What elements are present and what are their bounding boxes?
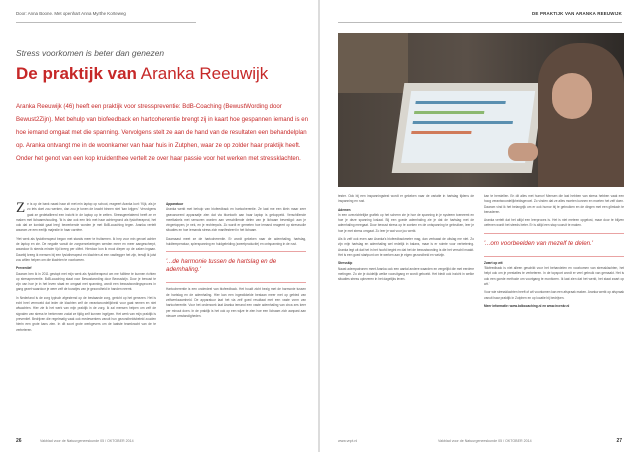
more-info: Meer informatie: www.bdbcoaching.nl en www.ircenkr.nl [484,303,570,308]
column-3 [338,194,474,285]
left-page [0,0,318,452]
column-1 [16,202,156,336]
footer-url: www.vnpt.nl [338,439,358,443]
quote-rule [484,233,624,234]
col4-paragraph: Voor wie stressklachten heeft of wil voorkomen kan een afspraak maken. Aranka werkt op afspraak vanuit haar praktijk in Zutphen en op locatie bij bedrijven. [484,290,624,300]
col2-paragraph: Hartcoherentie is een onderdeel van biofeedback. Het houdt zicht bezig met de harmonie tussen de hartslag en de ademhaling. Hier kan een ingewikkelde bestaan meer met op gebied van zelfwerkzaamheid. De apparatuur laat het via zelf goed resultaat met een vaste vorm van hartcoherentie. Voor het onderzoek laat Aranka iemand een vaste ademhaling van circa zes keer per minuut doen. In de praktijk is het ook op een wijze te zien hoe een lichaam zich aanpast aan nieuwe omstandigheden. [166,287,306,318]
article-photo [338,33,624,187]
subheading-preventief: Preventief [16,266,32,271]
footer-text-left: Vakblad voor de Natuurgeneeskunde 05 / OKTOBER 2014 [40,439,134,443]
page-number-left: 26 [16,438,22,444]
title-rest: Aranka Reeuwijk [140,64,269,83]
col3-paragraph: In een overzichtelijke grafiek op het scherm zie je hoe de spanning in je systeem toeneemt en hoe je deze spanning loslaat. Bij een goede ademhaling zie je dat de hartslag met de ademhaling meegaat. Door bewust stress op te zoeken en de ontspanning te gebruiken, leer je hoe je met stress omgaat. Zo leer je wat voor jou werkt. [338,212,474,233]
column-2 [166,202,306,322]
col3-paragraph: Naast adempatronen meet Aranka ook een aantal andere waarden en vergelijkt die met eerdere metingen. Zo zie je duidelijk welke vooruitgang er wordt geboekt. Het biedt ook inzicht in welke situaties stress opleveren in het dagelijks leven. [338,266,474,282]
drop-cap: Z [16,200,26,216]
quote-rule [166,282,306,283]
article-intro: Aranka Reeuwijk (46) heeft een praktijk voor stresspreventie: BdB-Coaching (BewustWording door Bewust2Zijn). Met behulp van biofeedback en hartcoherentie brengt zij in kaart hoe gespannen iemand is en hoe iemand omgaat met die spanning. Vervolgens stelt ze aan de hand van de resultaten een behandelplan op. Aranka ontvangt me in de woonkamer van haar huis in Zutphen, waar ze op zolder haar praktijk heeft. Onder het genot van een kop kruidenthee vertelt ze over haar passie voor het werken met stressklachten. [16,103,309,162]
quote-rule [484,256,624,257]
subheading-ademen: Ademen [338,207,351,212]
column-4 [484,194,624,312]
article-kicker: Stress voorkomen is beter dan genezen [16,48,165,58]
header-rule [338,22,622,23]
author-credit: Door: Anna Boone. Met openhart Anna Myrthe Korteweg [16,11,126,16]
header-rule [16,22,196,23]
col2-paragraph: Aranka werkt met behulp van biofeedback en hartcoherentie. Ze laat me een klein maar zeer geavanceerd apparaatje zien dat via bluetooth aan haar laptop is gekoppeld. Verschillende meetkabels met sensoren worden aan verschillende delen van je lichaam bevestigd: aan je vingertoppen, je nek, en je rechterpols. Zo wordt er gemeten hoe iemand reageert op stressvolle situaties en hoe iemands stress zich manifesteert in het lichaam. [166,207,306,233]
col1-paragraph: e is op de bank naast haar zit met min laptop op schoot, reageert Aranka kort: 'Kijk, als je zo iets doet zou werken, dan zou je tonen de kracht binnen niet 'kan krijgen.' Vervolgens gaat ze gedetailleerd een inzicht in de laptop op te zetten. Stressgerelateerd heeft ze er maken met lichaamshouding. 'Ik is dan ook een link met haar achtergrond als fysiotherapeut, het ook dat ze kontakt gaat leeg' bewerkende worden je met BdB-coaching tegen. Aranka vertelt waarom ze een eerlijk majestie in haar carrière. [16,202,156,233]
title-bold: De praktijk van [16,64,137,83]
page-number-right: 27 [616,438,622,444]
col1-paragraph: Daarom ben ik in 2011 gestopt met mijn werk als fysiotherapeut om me fulltime te kunnen richten op stresspreventie. BdB-coaching staat voor Bewustwording door Bewustzijn. Door je bewust te zijn van hoe je in het leven staat en omgaat met spanning, wordt een bewustwordingsproces in gang gezet waardoor je weer zelf de touwtjes van je gezondheid in handen neemt. [16,271,156,292]
subheading-zwart-op-wit: Zwart op wit [484,260,503,265]
col3-paragraph: tester. Ook bij een inspanningstest wordt er gekeken naar de variatie in hartslag tijdens de inspanning en rust. [338,194,474,204]
subheading-stresskip: Stresskip [338,261,353,266]
col1-paragraph: 'Het werk als fysiotherapeut begon met stands meer te fruitserren. Ik hep voor min gevoel achter de laptop en zie. De negatie vanuit de zorgverzekeringen werden meer en meer aangescherpt, waardoor ik steeds minder tijd kreeg per cliënt. Hierdoor kon ik mooi dieper op de zaken ingaan. Daarbij kreeg ik mensen bij een fysiotherapeut en klachten al een vastlegger het zijn, terwijl ik juist zou willen helpen om die klachten te voorkomen. [16,236,156,262]
quote-rule [166,251,306,252]
right-page [320,0,638,452]
article-title [16,64,268,84]
col2-paragraph: Daarnaast meet ze de hartcoherentie. Er wordt gekeken naar de ademhaling, hartslag, huidtemperatuur, spierspanning en huidgeleiding (zweetproductie) en ontspanning in de rust. [166,236,306,247]
col4-paragraph: 'Biofeedback is niet alleen geschikt voor het behandelen en voorkomen van stressklachten, het helpt ook om je prestaties te verbeteren. In de topsport wordt er veel gebruik van gemaakt. Het is ook een goede methode om voortgang te monitoren. Ik laat zien dat het werkt, het staat zwart op wit.' [484,266,624,286]
section-title: DE PRAKTIJK VAN ARANKA REEUWIJK [532,11,622,16]
col4-paragraph: kan te herstellen. En dit alles met humor! Mensen die last hebben van stress hebben vaak een hoog verantwoordelijkheidsgevoel. Zo vinden dat ze alles moeten kunnen en moeten het zelf doen. Daarom vind ik het belangrijk om er ook humor bij te gebruiken en de dingen met een glimlach te benaderen. [484,194,624,214]
col1-paragraph: In Nederland is de zorg typisch afgestemd op de bestaande zorg, gericht op het genezen. Het is echt heel vermoeid dat ieder de klachten zelf de verantwoordelijkheid voor gaat nemen en niet afwachten. Hier zie ik het werk van mijn praktijk in de zorg. Ik zal mensen helpen om zelf de signalen van stress te herkennen zodat ze tijdig zelf kunnen ingrijpen. Het werk van mijn praktijk is preventief. Bedrijven die regelmatig vaak ook medewerkers vanuit hun gezondheidsbeleid zouden hierin een grote kans zien. In dit soort grote werkgevers om de laatste teamkracht van de te verbeteren. [16,295,156,332]
pull-quote: '...om voorbeelden van mezelf te delen.' [484,239,593,247]
footer-text-right: Vakblad voor de Natuurgeneeskunde 05 / OKTOBER 2014 [438,439,532,443]
subheading-apparatuur: Apparatuur [166,202,184,206]
pull-quote: '...de harmonie tussen de hartslag en de ademhaling.' [166,258,277,274]
col4-paragraph: Aranka vertelt dat het altijd een leerproces is. Het is niet meteen opgelost, maar door te blijven oefenen wordt het steeds beter. Er is altijd een stap vooruit te maken. [484,218,624,228]
col3-paragraph: Als ik zelf ook even aan Aranka's biofeedbackmeter mag, dan verbaast de uitslag me niet. Zo zijn mijn hartslag en ademhaling wel redelijk in balans, maar is er ruimte voor verbetering. Aranka legt uit dat het in het hoofd begint en dat het de bewustwording is die het verschil maakt. Het is een goed startpunt om te werken aan je eigen gezondheid en welzijn. [338,237,474,257]
